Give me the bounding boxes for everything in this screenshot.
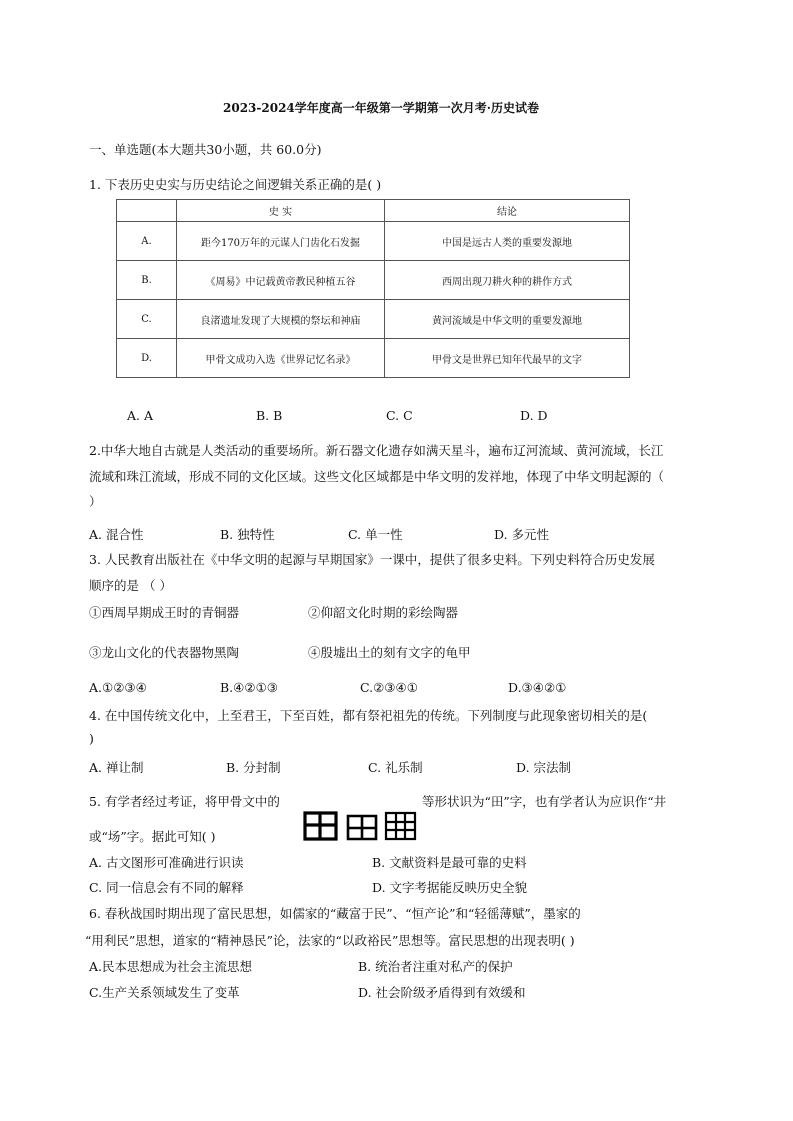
option-c[interactable]: C. 礼乐制 [368,760,423,775]
option-a[interactable]: A. 古文图形可准确进行识读 [89,855,244,870]
table-cell: 《周易》中记载黄帝教民种植五谷 [177,261,385,300]
question-2-line: 流域和珠江流域，形成不同的文化区域。这些文化区域都是中华文明的发祥地，体现了中华文明起源的（ [89,469,665,484]
option-c[interactable]: C.生产关系领域发生了变革 [89,985,240,1000]
question-2-line: 2.中华大地自古就是人类活动的重要场所。新石器文化遗存如满天星斗，遍布辽河流域、黄河流域，长江 [89,443,664,458]
page-title: 2023-2024学年度高一年级第一学期第一次月考·历史试卷 [223,101,539,115]
table-header-cell [117,200,177,222]
question-1-table [116,199,630,378]
material-item: ①西周早期成王时的青铜器 [89,605,240,620]
question-4-line: ) [89,731,94,746]
option-d[interactable]: D. 文字考据能反映历史全貌 [372,880,528,895]
oracle-glyph [386,813,415,839]
question-6-line: “用利民”思想，道家的“精神恳民”论，法家的“以政裕民”思想等。富民思想的出现表明( ) [85,933,575,948]
material-item: ④殷墟出土的刻有文字的龟甲 [308,645,471,660]
oracle-bone-glyphs-image [303,810,417,842]
question-5-line: 或“场”字。据此可知( ) [89,829,216,844]
table-cell: B. [117,261,177,300]
question-2-line: ） [89,494,102,509]
table-cell: 西周出现刀耕火种的耕作方式 [385,261,630,300]
table-row [117,300,630,339]
option-c[interactable]: C.②③④① [360,680,418,695]
table-header-row [117,200,630,222]
option-b[interactable]: B. 文献资料是最可靠的史料 [372,855,527,870]
question-3-line: 3. 人民教育出版社在《中华文明的起源与早期国家》一课中，提供了很多史料。下列史料符合历史发展 [89,552,655,567]
option-c[interactable]: C. 同一信息会有不同的解释 [89,880,244,895]
oracle-glyph [348,816,376,839]
option-d[interactable]: D. 社会阶级矛盾得到有效缓和 [358,985,526,1000]
table-cell: A. [117,222,177,261]
oracle-glyph [305,813,336,839]
table-header-cell: 结论 [385,200,630,222]
option-a[interactable]: A. 禅让制 [89,760,144,775]
question-4-line: 4. 在中国传统文化中，上至君王，下至百姓，都有祭祀祖先的传统。下列制度与此现象密切相关的是( [89,708,648,723]
option-a[interactable]: A. A [127,408,154,423]
table-cell: 黄河流域是中华文明的重要发源地 [385,300,630,339]
table-cell: 中国是远古人类的重要发源地 [385,222,630,261]
question-3-line: 顺序的是 （ ） [89,578,172,593]
table-cell: 距今170万年的元谋人门齿化石发掘 [177,222,385,261]
option-a[interactable]: A.民本思想成为社会主流思想 [89,959,253,974]
question-5-line: 5. 有学者经过考证，将甲骨文中的 [89,794,280,809]
table-cell: 甲骨文是世界已知年代最早的文字 [385,339,630,378]
table-cell: 甲骨文成功入选《世界记忆名录》 [177,339,385,378]
option-c[interactable]: C. 单一性 [348,527,403,542]
material-item: ③龙山文化的代表器物黑陶 [89,645,240,660]
question-5-line: 等形状识为“田”字，也有学者认为应识作“井 [422,794,667,809]
question-1-stem: 1. 下表历史史实与历史结论之间逻辑关系正确的是( ) [89,177,382,192]
option-b[interactable]: B. 独特性 [220,527,275,542]
option-d[interactable]: D.③④②① [508,680,567,695]
material-item: ②仰韶文化时期的彩绘陶器 [308,605,459,620]
option-d[interactable]: D. 多元性 [494,527,550,542]
table-cell: C. [117,300,177,339]
option-b[interactable]: B. 分封制 [226,760,281,775]
table-cell: 良渚遗址发现了大规模的祭坛和神庙 [177,300,385,339]
option-b[interactable]: B. B [256,408,283,423]
table-row [117,339,630,378]
table-row [117,222,630,261]
option-c[interactable]: C. C [386,408,413,423]
option-b[interactable]: B. 统治者注重对私产的保护 [358,959,513,974]
question-6-line: 6. 春秋战国时期出现了富民思想，如儒家的“藏富于民”、“恒产论”和“轻徭薄赋”，墨家的 [89,906,581,921]
table-header-cell: 史 实 [177,200,385,222]
option-a[interactable]: A. 混合性 [89,527,144,542]
option-b[interactable]: B.④②①③ [220,680,278,695]
option-d[interactable]: D. 宗法制 [516,760,572,775]
option-d[interactable]: D. D [520,408,548,423]
table-row [117,261,630,300]
option-a[interactable]: A.①②③④ [89,680,147,695]
section-heading: 一、单选题(本大题共30小题，共 60.0分) [89,142,322,157]
table-cell: D. [117,339,177,378]
